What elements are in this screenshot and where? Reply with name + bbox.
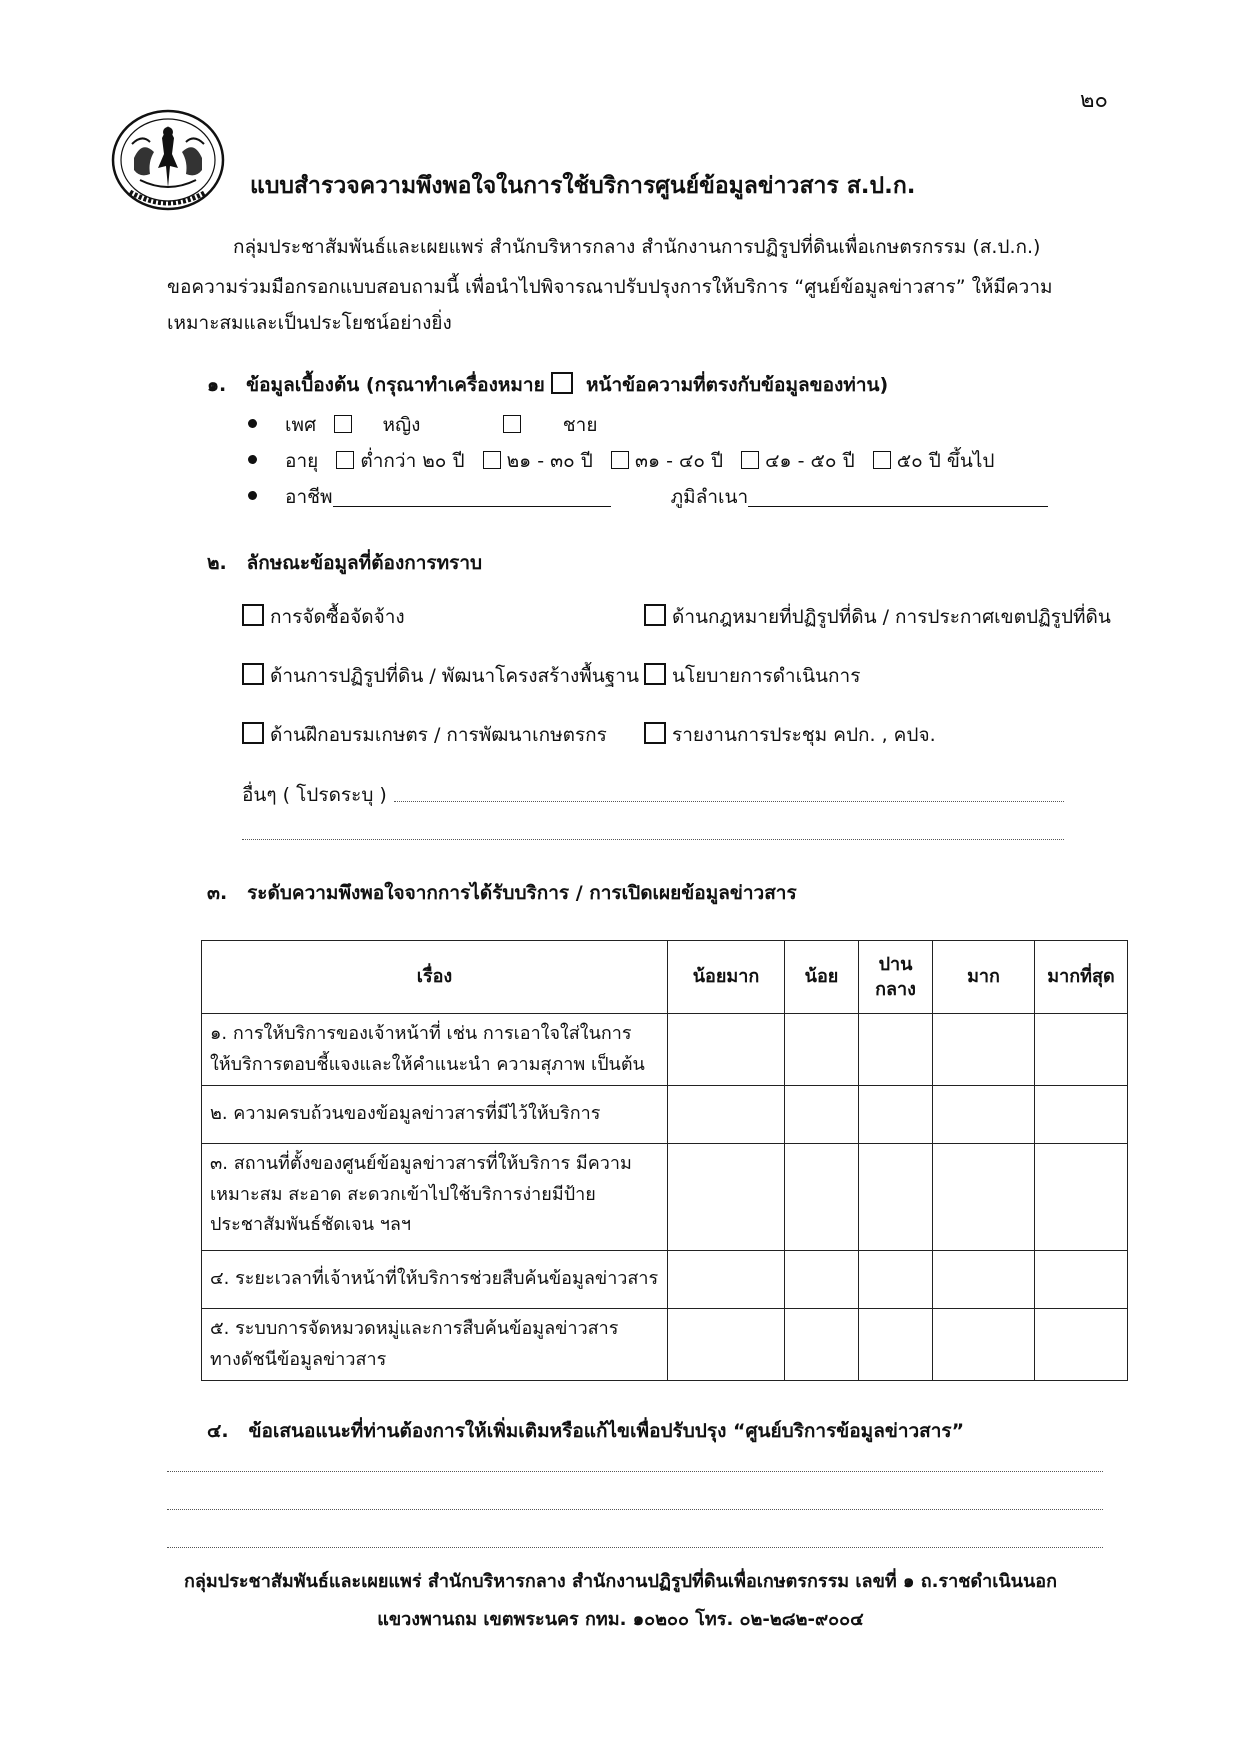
rating-cell[interactable] [668,1086,785,1144]
table-row [202,1144,1128,1251]
checkbox-icon[interactable] [242,722,264,744]
info-type-option[interactable]: รายงานการประชุม คปก. , คปจ. [644,720,936,750]
rating-cell[interactable] [668,1251,785,1309]
seal-logo-icon [110,108,226,212]
rating-cell[interactable] [785,1086,859,1144]
rating-cell[interactable] [933,1086,1035,1144]
suggestion-line-2[interactable] [167,1508,1103,1510]
bullet-icon [248,491,257,500]
rating-cell[interactable] [859,1086,933,1144]
other-field-line-1[interactable] [394,800,1064,802]
rating-cell[interactable] [1035,1251,1128,1309]
rating-cell[interactable] [859,1014,933,1086]
bullet-icon [248,455,257,464]
section-4-heading: ๔. ข้อเสนอแนะที่ท่านต้องการให้เพิ่มเติมหรือแก้ไขเพื่อปรับปรุง “ศูนย์บริการข้อมูลข่าวสาร” [207,1420,965,1442]
gender-male-checkbox[interactable] [503,415,521,433]
column-header: มาก [933,941,1035,1014]
rating-cell[interactable] [859,1144,933,1251]
other-label: อื่นๆ ( โปรดระบุ ) [242,784,387,806]
age-option-checkbox[interactable] [873,451,891,469]
bullet-icon [248,419,257,428]
rating-cell[interactable] [785,1144,859,1251]
rating-cell[interactable] [668,1309,785,1381]
checkbox-icon[interactable] [242,663,264,685]
info-type-option[interactable]: ด้านกฎหมายที่ปฏิรูปที่ดิน / การประกาศเขตปฏิรูปที่ดิน [644,602,1111,632]
rating-cell[interactable] [933,1309,1035,1381]
info-type-option[interactable]: ด้านการปฏิรูปที่ดิน / พัฒนาโครงสร้างพื้นฐาน [242,661,639,691]
rating-cell[interactable] [859,1251,933,1309]
age-option-checkbox[interactable] [483,451,501,469]
checkbox-sample-icon [551,372,573,394]
occupation-row: อาชีพ ภูมิลำเนา [248,482,1048,512]
suggestion-line-1[interactable] [167,1470,1103,1472]
occupation-field[interactable] [333,486,611,507]
rating-cell[interactable] [933,1144,1035,1251]
info-type-option[interactable]: การจัดซื้อจัดจ้าง [242,602,405,632]
column-header: น้อยมาก [668,941,785,1014]
info-type-option[interactable]: นโยบายการดำเนินการ [644,661,860,691]
table-row [202,1309,1128,1381]
rating-cell[interactable] [1035,1086,1128,1144]
column-header: เรื่อง [202,941,668,1014]
section-2-heading: ๒. ลักษณะข้อมูลที่ต้องการทราบ [207,552,483,574]
table-header-row [202,941,1128,1014]
rating-cell[interactable] [785,1251,859,1309]
row-topic: ๓. สถานที่ตั้งของศูนย์ข้อมูลข่าวสารที่ให้บริการ มีความ เหมาะสม สะอาด สะดวกเข้าไปใช้บริการง่ายมีป้าย ประชาสัมพันธ์ชัดเจน ฯลฯ [202,1144,668,1251]
rating-cell[interactable] [1035,1309,1128,1381]
intro-line-2: ขอความร่วมมือกรอกแบบสอบถามนี้ เพื่อนำไปพิจารณาปรับปรุงการให้บริการ “ศูนย์ข้อมูลข่าวสาร” ให้มีความ [167,276,1053,298]
age-option-checkbox[interactable] [336,451,354,469]
section-1-heading: ๑. ข้อมูลเบื้องต้น (กรุณาทำเครื่องหมาย หน้าข้อความที่ตรงกับข้อมูลของท่าน) [207,374,889,396]
rating-cell[interactable] [668,1144,785,1251]
page-number: ๒๐ [1080,88,1108,113]
checkbox-icon[interactable] [644,604,666,626]
column-header: น้อย [785,941,859,1014]
checkbox-icon[interactable] [242,604,264,626]
intro-line-1: กลุ่มประชาสัมพันธ์และเผยแพร่ สำนักบริหารกลาง สำนักงานการปฏิรูปที่ดินเพื่อเกษตรกรรม (ส.ป.ก.) [233,236,1041,258]
info-type-option[interactable]: ด้านฝึกอบรมเกษตร / การพัฒนาเกษตรกร [242,720,607,750]
section-3-heading: ๓. ระดับความพึงพอใจจากการได้รับบริการ / การเปิดเผยข้อมูลข่าวสาร [207,882,797,904]
satisfaction-table [201,940,1128,1381]
column-header: ปาน กลาง [859,941,933,1014]
footer-address-line-1: กลุ่มประชาสัมพันธ์และเผยแพร่ สำนักบริหารกลาง สำนักงานปฏิรูปที่ดินเพื่อเกษตรกรรม เลขที่ ๑ ถ.ราชดำเนินนอก [184,1571,1057,1592]
table-row [202,1251,1128,1309]
rating-cell[interactable] [668,1014,785,1086]
age-option-checkbox[interactable] [611,451,629,469]
rating-cell[interactable] [785,1014,859,1086]
gender-row: เพศ หญิง ชาย [248,410,597,440]
hometown-field[interactable] [748,486,1048,507]
checkbox-icon[interactable] [644,663,666,685]
intro-line-3: เหมาะสมและเป็นประโยชน์อย่างยิ่ง [167,312,452,334]
table-row [202,1086,1128,1144]
age-option-checkbox[interactable] [741,451,759,469]
row-topic: ๕. ระบบการจัดหมวดหมู่และการสืบค้นข้อมูลข่าวสาร ทางดัชนีข้อมูลข่าวสาร [202,1309,668,1381]
row-topic: ๔. ระยะเวลาที่เจ้าหน้าที่ให้บริการช่วยสืบค้นข้อมูลข่าวสาร [202,1251,668,1309]
rating-cell[interactable] [1035,1144,1128,1251]
row-topic: ๑. การให้บริการของเจ้าหน้าที่ เช่น การเอาใจใส่ในการ ให้บริการตอบชี้แจงและให้คำแนะนำ ความสุภาพ เป็นต้น [202,1014,668,1086]
other-field-line-2[interactable] [242,838,1064,840]
rating-cell[interactable] [785,1309,859,1381]
age-row: อายุ ต่ำกว่า ๒๐ ปี ๒๑ - ๓๐ ปี ๓๑ - ๔๐ ปี ๔๑ - ๕๐ ปี ๕๐ ปี ขึ้นไป [248,446,994,476]
form-title: แบบสำรวจความพึงพอใจในการใช้บริการศูนย์ข้อมูลข่าวสาร ส.ป.ก. [250,173,916,199]
row-topic: ๒. ความครบถ้วนของข้อมูลข่าวสารที่มีไว้ให้บริการ [202,1086,668,1144]
rating-cell[interactable] [933,1014,1035,1086]
rating-cell[interactable] [933,1251,1035,1309]
rating-cell[interactable] [1035,1014,1128,1086]
table-row [202,1014,1128,1086]
column-header: มากที่สุด [1035,941,1128,1014]
footer-address-line-2: แขวงพานถม เขตพระนคร กทม. ๑๐๒๐๐ โทร. ๐๒-๒๘๒-๙๐๐๔ [377,1609,864,1630]
suggestion-line-3[interactable] [167,1546,1103,1548]
rating-cell[interactable] [859,1309,933,1381]
checkbox-icon[interactable] [644,722,666,744]
gender-female-checkbox[interactable] [334,415,352,433]
